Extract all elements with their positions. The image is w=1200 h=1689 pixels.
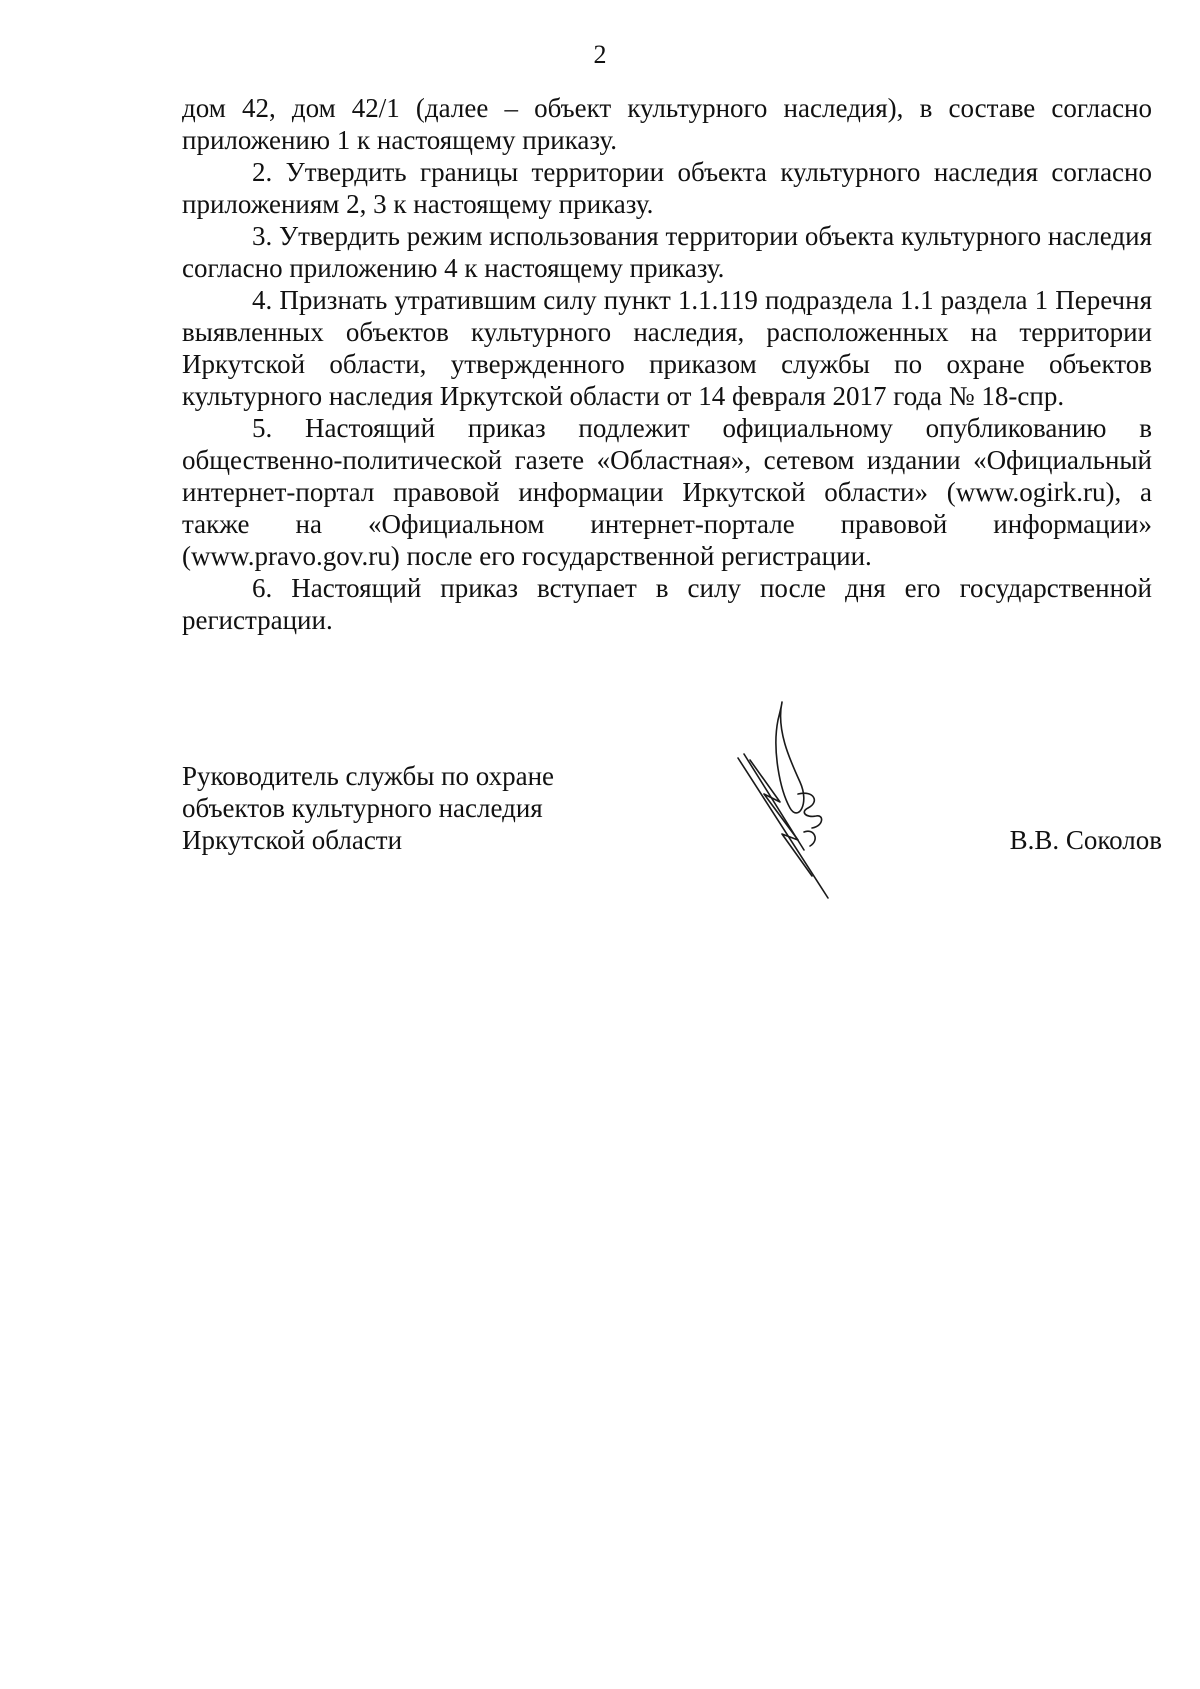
- signer-title: [182, 760, 622, 856]
- signer-title-line-2: объектов культурного наследия: [182, 793, 543, 823]
- paragraph-item-2: 2. Утвердить границы территории объекта культурного наследия согласно приложениям 2, 3 к настоящему приказу.: [182, 157, 1152, 219]
- paragraph-item-5: 5. Настоящий приказ подлежит официальному опубликованию в общественно-политической газете «Областная», сетевом издании «Официальный интернет-портал правовой информации Иркутской области» (www.ogirk.ru), а также на «Официальном интернет-портале правовой информации» (www.pravo.gov.ru) после его государственной регистрации.: [182, 413, 1152, 571]
- signer-name: В.В. Соколов: [1009, 825, 1162, 855]
- paragraph-item-6: 6. Настоящий приказ вступает в силу после дня его государственной регистрации.: [182, 573, 1152, 635]
- signer-title-line-1: Руководитель службы по охране: [182, 761, 555, 791]
- handwritten-signature: [720, 690, 880, 900]
- paragraph-item-3: 3. Утвердить режим использования территории объекта культурного наследия согласно приложению 4 к настоящему приказу.: [182, 221, 1152, 283]
- paragraph-item-4: 4. Признать утратившим силу пункт 1.1.119 подраздела 1.1 раздела 1 Перечня выявленных объектов культурного наследия, расположенных на территории Иркутской области, утвержденного приказом службы по охране объектов культурного наследия Иркутской области от 14 февраля 2017 года № 18-спр.: [182, 285, 1152, 411]
- signature-block: [182, 760, 1162, 920]
- document-body: [182, 92, 1152, 636]
- signer-title-line-3: Иркутской области: [182, 825, 403, 855]
- paragraph-continuation: дом 42, дом 42/1 (далее – объект культурного наследия), в составе согласно приложению 1 к настоящему приказу.: [182, 93, 1152, 155]
- page-number: 2: [593, 40, 607, 69]
